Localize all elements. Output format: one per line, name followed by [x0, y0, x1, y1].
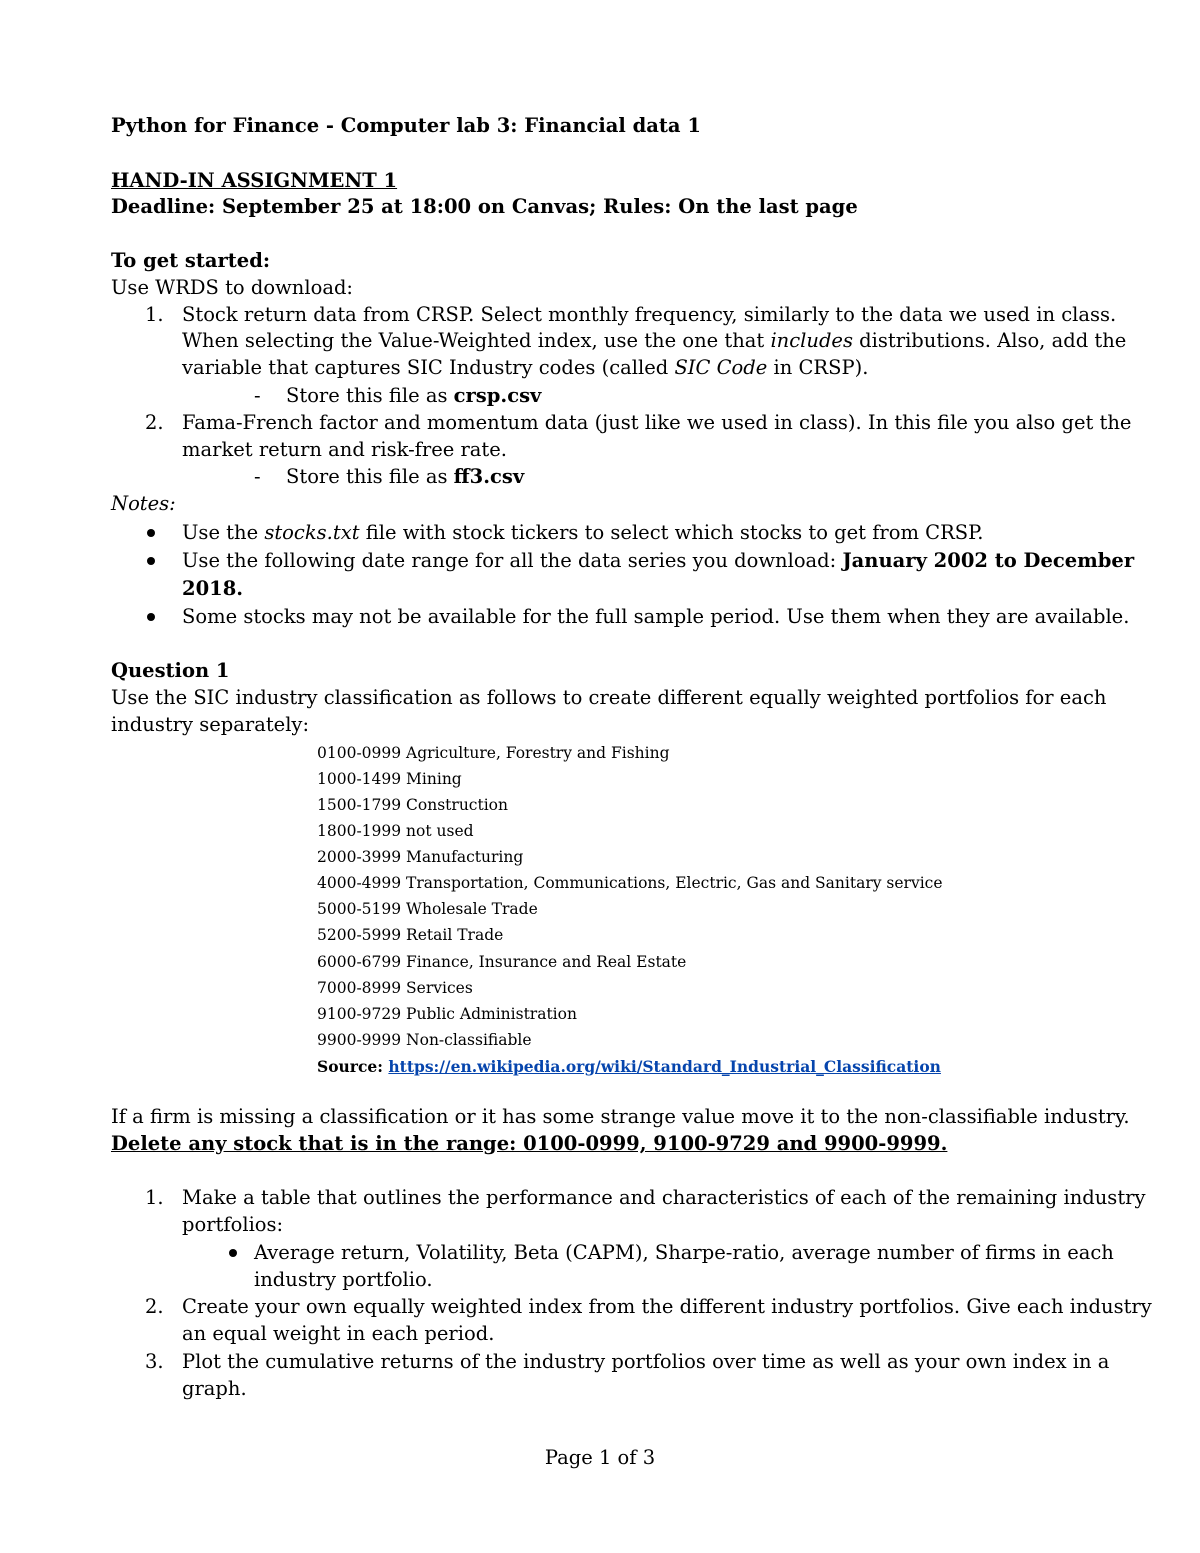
file-name: ff3.csv [453, 465, 525, 488]
list-number: 3. [145, 1350, 164, 1373]
list-number: 2. [145, 411, 164, 434]
question1-heading: Question 1 [111, 659, 230, 682]
task3-line1: Plot the cumulative returns of the industry portfolios over time as well as your own index in a [182, 1350, 1110, 1373]
getting-started-intro: Use WRDS to download: [111, 276, 353, 299]
note-3: Some stocks may not be available for the full sample period. Use them when they are available. [182, 605, 1130, 628]
note-2 [182, 548, 1134, 574]
task1-line2: portfolios: [182, 1213, 284, 1236]
task2-line2: an equal weight in each period. [182, 1322, 495, 1345]
text-span: Store this file as [286, 465, 454, 488]
list-number: 1. [145, 303, 164, 326]
sic-row: 1000-1499 Mining [317, 770, 462, 788]
sic-row: 9100-9729 Public Administration [317, 1005, 577, 1023]
sic-row: 0100-0999 Agriculture, Forestry and Fishing [317, 744, 670, 762]
list-number: 1. [145, 1186, 164, 1209]
bullet-icon [147, 613, 155, 621]
task1-line1: Make a table that outlines the performance and characteristics of each of the remaining industry [182, 1186, 1146, 1209]
sic-row: 9900-9999 Non-classifiable [317, 1031, 532, 1049]
text-span: in CRSP). [767, 356, 869, 379]
sic-row: 1500-1799 Construction [317, 796, 508, 814]
task1-bullet-line2: industry portfolio. [254, 1268, 433, 1291]
missing-classification-line: If a firm is missing a classification or it has some strange value move it to the non-classifiable industry. [111, 1105, 1130, 1128]
task1-bullet-line1: Average return, Volatility, Beta (CAPM), Sharpe-ratio, average number of firms in each [254, 1241, 1114, 1264]
assignment-heading: HAND-IN ASSIGNMENT 1 [111, 169, 398, 192]
store-text [286, 464, 524, 490]
item1-line3 [182, 355, 868, 381]
delete-instruction: Delete any stock that is in the range: 0100-0999, 9100-9729 and 9900-9999. [111, 1132, 948, 1155]
question1-intro-line2: industry separately: [111, 713, 310, 736]
notes-heading: Notes: [111, 492, 176, 515]
text-span: Store this file as [286, 384, 454, 407]
bullet-icon [147, 557, 155, 565]
text-span: distributions. Also, add the [852, 329, 1127, 352]
sic-row: 5200-5999 Retail Trade [317, 926, 504, 944]
source-link[interactable]: https://en.wikipedia.org/wiki/Standard_Industrial_Classification [388, 1057, 941, 1076]
note-1 [182, 520, 984, 546]
item2-line1: Fama-French factor and momentum data (just like we used in class). In this file you also get the [182, 411, 1132, 434]
list-number: 2. [145, 1295, 164, 1318]
sic-row: 2000-3999 Manufacturing [317, 848, 524, 866]
deadline-line: Deadline: September 25 at 18:00 on Canvas; Rules: On the last page [111, 195, 858, 218]
sic-row: 4000-4999 Transportation, Communications, Electric, Gas and Sanitary service [317, 874, 943, 892]
item1-line1: Stock return data from CRSP. Select monthly frequency, similarly to the data we used in class. [182, 303, 1117, 326]
getting-started-heading: To get started: [111, 249, 271, 272]
document-title: Python for Finance - Computer lab 3: Financial data 1 [111, 114, 701, 137]
dash-marker: - [254, 384, 261, 407]
file-name: stocks.txt [264, 521, 360, 544]
note-2-cont: 2018. [182, 577, 244, 600]
sic-row: 5000-5199 Wholesale Trade [317, 900, 538, 918]
sic-row: 7000-8999 Services [317, 979, 473, 997]
task3-line2: graph. [182, 1377, 247, 1400]
question1-intro-line1: Use the SIC industry classification as follows to create different equally weighted portfolios for each [111, 686, 1107, 709]
item1-line2 [182, 328, 1126, 354]
task2-line1: Create your own equally weighted index from the different industry portfolios. Give each industry [182, 1295, 1152, 1318]
page-number: Page 1 of 3 [544, 1446, 656, 1469]
text-span: When selecting the Value-Weighted index, use the one that [182, 329, 771, 352]
text-span: variable that captures SIC Industry codes (called [182, 356, 675, 379]
emphasis-text: SIC Code [674, 356, 768, 379]
emphasis-text: includes [770, 329, 853, 352]
item2-line2: market return and risk-free rate. [182, 438, 507, 461]
bullet-icon [147, 529, 155, 537]
source-line [317, 1057, 941, 1077]
sic-row: 6000-6799 Finance, Insurance and Real Estate [317, 953, 687, 971]
text-span: Use the [182, 521, 265, 544]
sic-row: 1800-1999 not used [317, 822, 474, 840]
dash-marker: - [254, 465, 261, 488]
store-text [286, 383, 541, 409]
text-span: Use the following date range for all the data series you download: [182, 549, 843, 572]
date-range: January 2002 to December [842, 549, 1135, 572]
file-name: crsp.csv [453, 384, 542, 407]
bullet-icon [229, 1249, 237, 1257]
source-label: Source: [317, 1057, 389, 1076]
text-span: file with stock tickers to select which stocks to get from CRSP. [359, 521, 984, 544]
